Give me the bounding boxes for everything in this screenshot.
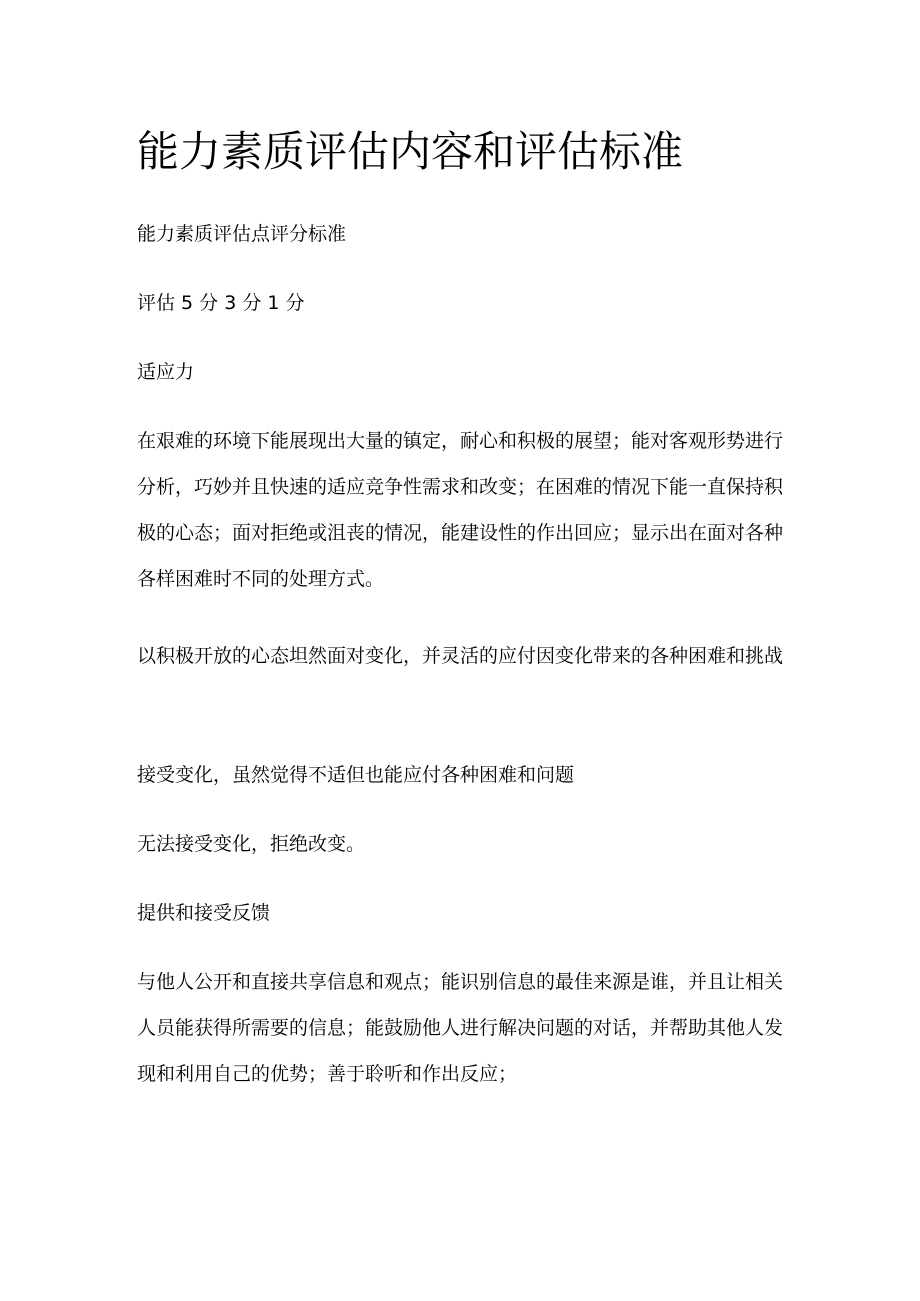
document-title: 能力素质评估内容和评估标准 [137,127,684,176]
paragraph-adaptability-score-5: 以积极开放的心态坦然面对变化，并灵活的应付因变化带来的各种困难和挑战 [137,645,784,667]
section-heading-feedback: 提供和接受反馈 [137,902,271,924]
paragraph-adaptability-score-3: 接受变化，虽然觉得不适但也能应付各种困难和问题 [137,764,575,786]
section-heading-adaptability: 适应力 [137,361,195,383]
paragraph-adaptability-score-1: 无法接受变化，拒绝改变。 [137,833,366,855]
paragraph-adaptability-description: 在艰难的环境下能展现出大量的镇定，耐心和积极的展望；能对客观形势进行分析，巧妙并且快速的适应竞争性需求和改变；在困难的情况下能一直保持积极的心态；面对拒绝或沮丧的情况，能建设性的作出回应；显示出在面对各种各样困难时不同的处理方式。 [137,430,784,590]
paragraph-feedback-description: 与他人公开和直接共享信息和观点；能识别信息的最佳来源是谁，并且让相关人员能获得所需要的信息；能鼓励他人进行解决问题的对话，并帮助其他人发现和利用自己的优势；善于聆听和作出反应； [137,971,784,1085]
paragraph-scoring-header: 能力素质评估点评分标准 [137,223,347,245]
paragraph-score-levels: 评估 5 分 3 分 1 分 [137,292,305,314]
